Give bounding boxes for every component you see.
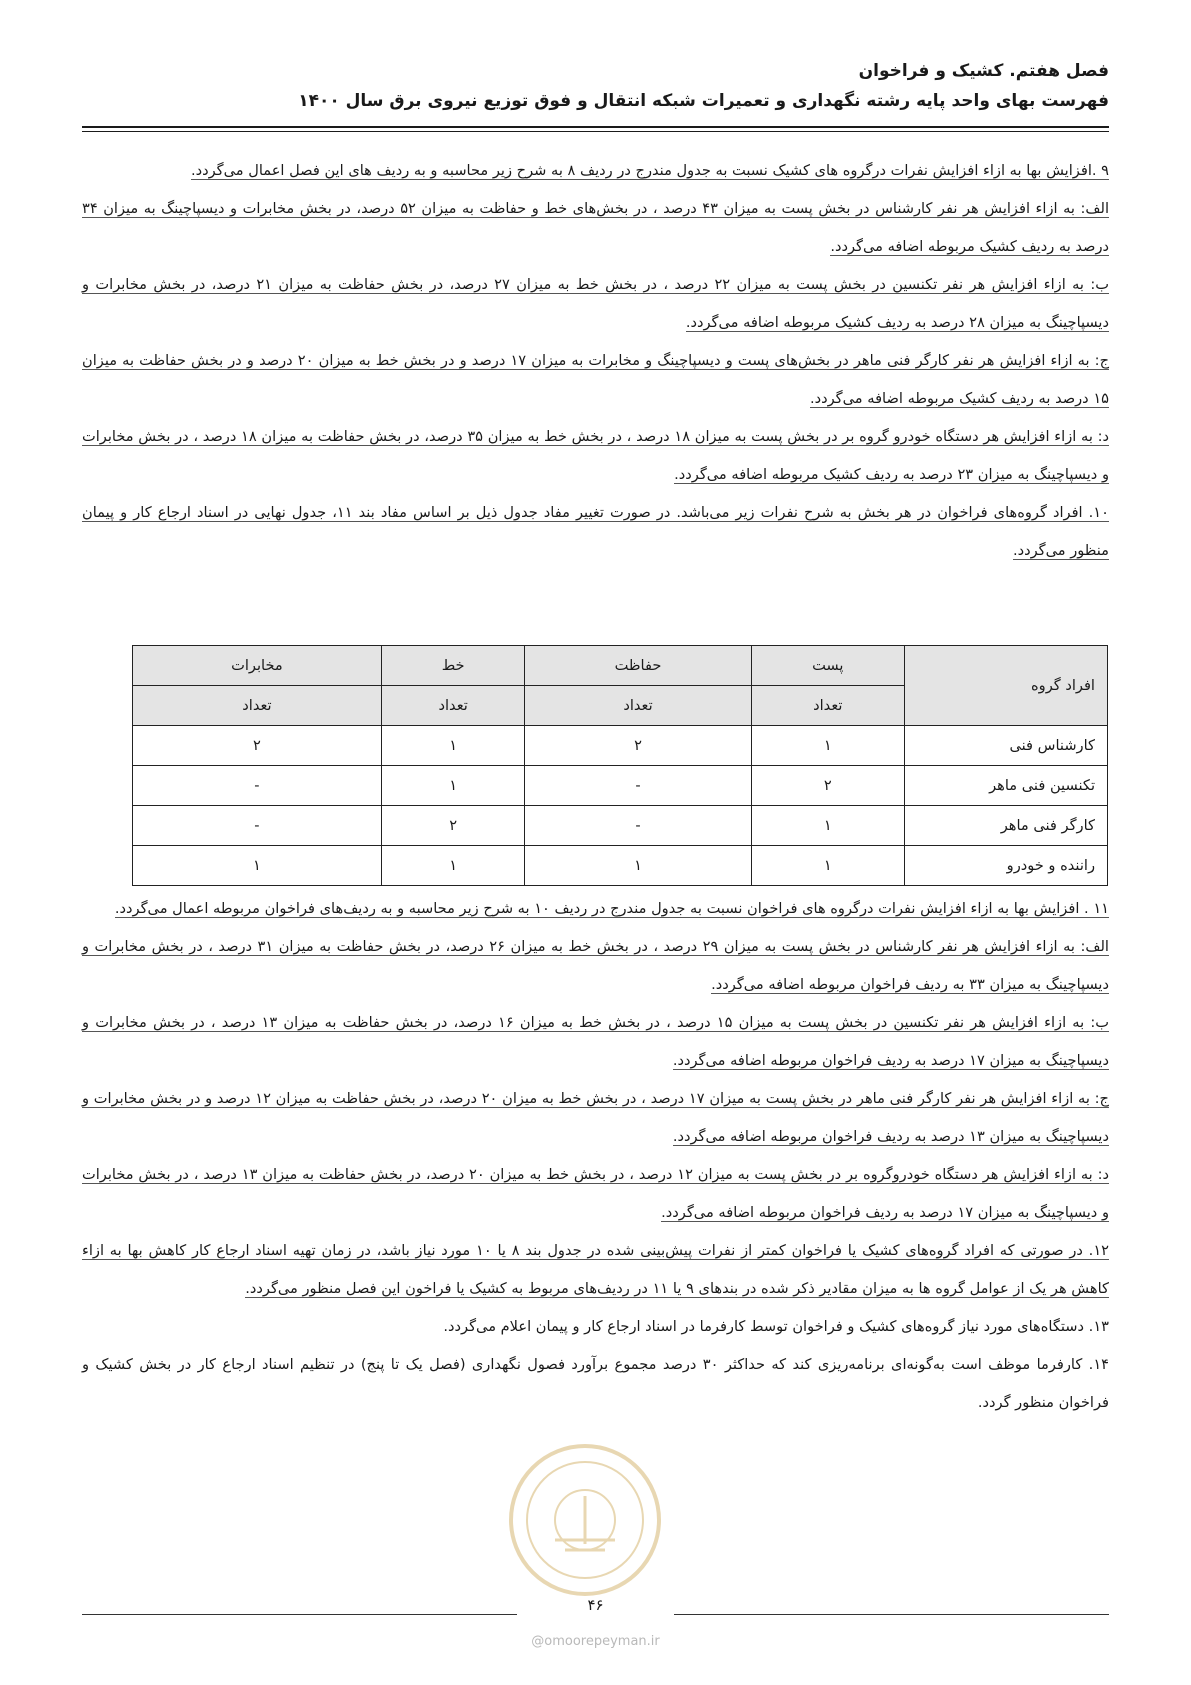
footer-rule-right: [674, 1614, 1109, 1615]
table-cell: ۱: [381, 846, 525, 886]
table-row-label: تکنسین فنی ماهر: [905, 766, 1108, 806]
item-13: ۱۳. دستگاه‌های مورد نیاز گروه‌های کشیک و فراخوان توسط کارفرما در اسناد ارجاع کار و پیمان اعلام می‌گردد.: [443, 1318, 1109, 1335]
item-11-a: الف: به ازاء افزایش هر نفر کارشناس در بخش پست به میزان ۲۹ درصد ، در بخش خط به میزان ۲۶ درصد، در بخش حفاظت به میزان ۳۱ درصد ، در بخش مخابرات و دیسپاچینگ به میزان ۳۳ به ردیف فراخوان مربوطه اضافه می‌گردد.: [82, 938, 1109, 993]
table-cell: ۲: [751, 766, 904, 806]
table-count-label: تعداد: [751, 686, 904, 726]
item-9-b: ب: به ازاء افزایش هر نفر تکنسین در بخش پست به میزان ۲۲ درصد ، در بخش خط به میزان ۲۷ درصد، در بخش حفاظت به میزان ۲۱ درصد، در بخش مخابرات و دیسپاچینگ به میزان ۲۸ درصد به ردیف کشیک مربوطه اضافه می‌گردد.: [82, 276, 1109, 331]
item-11-b: ب: به ازاء افزایش هر نفر تکنسین در بخش پست به میزان ۱۵ درصد ، در بخش خط به میزان ۱۶ درصد، در بخش حفاظت به میزان ۱۳ درصد ، در بخش مخابرات و دیسپاچینگ به میزان ۱۷ درصد به ردیف فراخوان مربوطه اضافه می‌گردد.: [82, 1014, 1109, 1069]
watermark-url: @omoorepeyman.ir: [531, 1634, 660, 1649]
table-col-telecom: مخابرات: [133, 646, 382, 686]
table-cell: ۱: [751, 846, 904, 886]
table-row-label: کارگر فنی ماهر: [905, 806, 1108, 846]
table-cell: -: [525, 806, 751, 846]
table-cell: ۱: [381, 726, 525, 766]
page-number: ۴۶: [587, 1596, 604, 1614]
table-cell: ۲: [381, 806, 525, 846]
table-row: [133, 766, 1108, 806]
item-9-intro: ۹ .افزایش بها به ازاء افزایش نفرات درگروه های کشیک نسبت به جدول مندرج در ردیف ۸ به شرح زیر محاسبه و به ردیف های این فصل اعمال می‌گردد.: [190, 162, 1109, 179]
table-cell: ۲: [133, 726, 382, 766]
table-cell: ۱: [133, 846, 382, 886]
item-14: ۱۴. کارفرما موظف است به‌گونه‌ای برنامه‌ریزی کند که حداکثر ۳۰ درصد مجموع برآورد فصول نگهداری (فصل یک تا پنج) در تنظیم اسناد ارجاع کار در بخش کشیک و فراخوان منظور گردد.: [82, 1356, 1109, 1411]
table-col-line: خط: [381, 646, 525, 686]
table-cell: ۱: [751, 806, 904, 846]
item-11-c: ج: به ازاء افزایش هر نفر کارگر فنی ماهر در بخش پست به میزان ۱۷ درصد ، در بخش خط به میزان ۲۰ درصد، در بخش حفاظت به میزان ۱۲ درصد و در بخش مخابرات و دیسپاچینگ به میزان ۱۳ درصد به ردیف فراخوان مربوطه اضافه می‌گردد.: [82, 1090, 1109, 1145]
table-cell: -: [525, 766, 751, 806]
watermark-seal-icon: [505, 1440, 665, 1600]
table-row: [133, 726, 1108, 766]
section-item-11: [82, 890, 1109, 1422]
table-col-protection: حفاظت: [525, 646, 751, 686]
table-count-label: تعداد: [525, 686, 751, 726]
item-12: ۱۲. در صورتی که افراد گروه‌های کشیک یا فراخوان کمتر از نفرات پیش‌بینی شده در جدول بند ۸ یا ۱۰ مورد نیاز باشد، در زمان تهیه اسناد ارجاع کار کاهش بها به ازاء کاهش هر یک از عوامل گروه ها به میزان مقادیر ذکر شده در بندهای ۹ یا ۱۱ در ردیف‌های مربوط به کشیک یا فراخون این فصل منظور می‌گردد.: [82, 1242, 1109, 1297]
item-9-d: د: به ازاء افزایش هر دستگاه خودرو گروه بر در بخش پست به میزان ۱۸ درصد ، در بخش خط به میزان ۳۵ درصد، در بخش حفاظت به میزان ۱۸ درصد ، در بخش مخابرات و دیسپاچینگ به میزان ۲۳ درصد به ردیف کشیک مربوطه اضافه می‌گردد.: [82, 428, 1109, 483]
page-header: [82, 56, 1109, 116]
section-item-9: [82, 152, 1109, 570]
item-11-d: د: به ازاء افزایش هر دستگاه خودروگروه بر در بخش پست به میزان ۱۲ درصد ، در بخش خط به میزان ۲۰ درصد، در بخش حفاظت به میزان ۱۳ درصد ، در بخش مخابرات و دیسپاچینگ به میزان ۱۷ درصد به ردیف فراخوان مربوطه اضافه می‌گردد.: [82, 1166, 1110, 1221]
table-cell: ۲: [525, 726, 751, 766]
item-9-a: الف: به ازاء افزایش هر نفر کارشناس در بخش پست به میزان ۴۳ درصد ، در بخش‌های خط و حفاظت به میزان ۵۲ درصد، در بخش مخابرات و دیسپاچینگ به میزان ۳۴ درصد به ردیف کشیک مربوطه اضافه می‌گردد.: [82, 200, 1110, 255]
table-row-label: راننده و خودرو: [905, 846, 1108, 886]
footer-rule-left: [82, 1614, 517, 1615]
document-subtitle: فهرست بهای واحد پایه رشته نگهداری و تعمیرات شبکه انتقال و فوق توزیع نیروی برق سال ۱۴۰۰: [298, 91, 1109, 111]
item-11-intro: ۱۱ . افزایش بها به ازاء افزایش نفرات درگروه های فراخوان نسبت به جدول مندرج در ردیف ۱۰ به شرح زیر محاسبه و به ردیف‌های فراخوان مربوطه اعمال می‌گردد.: [114, 900, 1109, 917]
table-cell: -: [133, 806, 382, 846]
table-cell: -: [133, 766, 382, 806]
table-group-header: افراد گروه: [905, 646, 1108, 726]
item-9-c: ج: به ازاء افزایش هر نفر کارگر فنی ماهر در بخش‌های پست و دیسپاچینگ و مخابرات به میزان ۱۷ درصد و در بخش خط به میزان ۲۰ درصد و در بخش حفاظت به میزان ۱۵ درصد به ردیف کشیک مربوطه اضافه می‌گردد.: [82, 352, 1109, 407]
table-header-row: [133, 646, 1108, 686]
table-row-label: کارشناس فنی: [905, 726, 1108, 766]
table-count-label: تعداد: [133, 686, 382, 726]
chapter-title: فصل هفتم. کشیک و فراخوان: [858, 61, 1109, 81]
table-cell: ۱: [381, 766, 525, 806]
header-rule-thick: [82, 126, 1109, 128]
table-row: [133, 806, 1108, 846]
table-cell: ۱: [525, 846, 751, 886]
header-rule-thin: [82, 131, 1109, 132]
table-cell: ۱: [751, 726, 904, 766]
table-col-post: پست: [751, 646, 904, 686]
table-count-label: تعداد: [381, 686, 525, 726]
item-10-text: ۱۰. افراد گروه‌های فراخوان در هر بخش به شرح نفرات زیر می‌باشد. در صورت تغییر مفاد جدول ذیل بر اساس مفاد بند ۱۱، جدول نهایی در اسناد ارجاع کار و پیمان منظور می‌گردد.: [82, 504, 1109, 559]
group-members-table: [132, 645, 1108, 886]
table-row: [133, 846, 1108, 886]
